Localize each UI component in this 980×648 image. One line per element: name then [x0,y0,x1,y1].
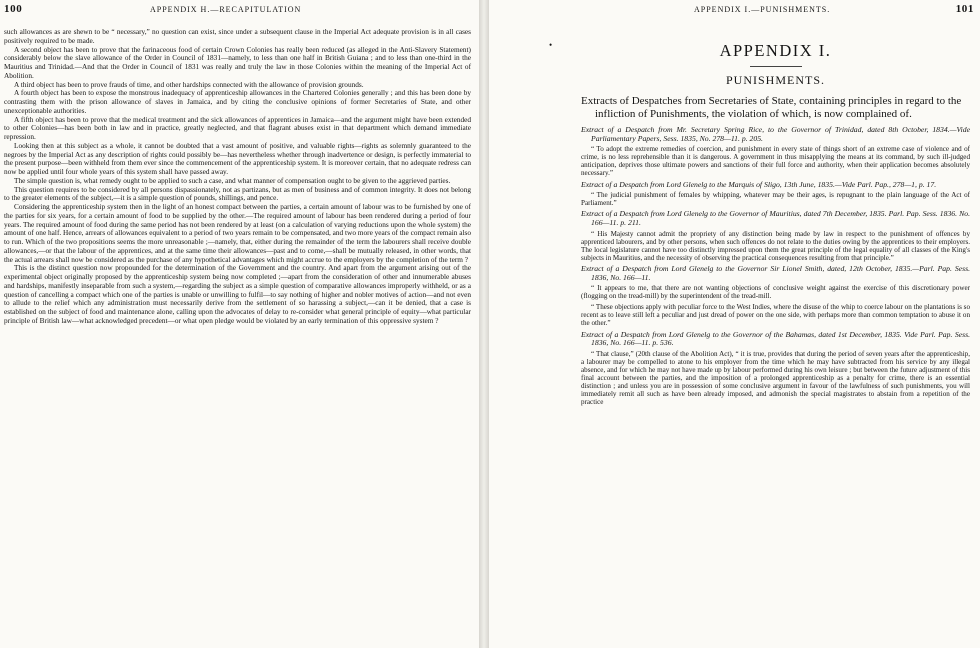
right-body [581,42,970,409]
paragraph: A fifth object has been to prove that the medical treatment and the sick allowances of apprentices in Jamaica—and the argument might have been extended to other Colonies—has been both in law and in practice, greatly neglected, and that flagrant abuses exist in that department which demand immediate repression. [4,114,471,141]
page-number-right: 101 [955,3,974,15]
paragraph: Considering the apprenticeship system then in the light of an honest compact between the parties, a certain amount of labour was to be furnished by one of the parties for six years, for a certain amount of food to be supplied by the other.—The required amount of labour has been rendered during a period of four years. The required amount of food during the same period has not been rendered by at least (on a calculation of varying reductions upon the whole system) the amount of one half. Hence, arrears of allowances equivalent to a period of two years remain to be compensated, and two more years of the compact remain also to run. Which of the two propositions seems the more unreasonable ;—namely, that, either during the remainder of the term the labourers shall receive double allowances,—or that the labour of the apprentices, and at the same time their allowances—past and to come,—shall be mutually released, in other words, that the actual arrears shall now be considered as the purchase of any hypothetical advantages which might accrue to the employers by the completion of the term ? [4,202,471,264]
paragraph: A third object has been to prove frauds of time, and other hardships connected with the allowance of provision grounds. [14,79,364,89]
extract-quote: “ That clause,” (20th clause of the Abolition Act), “ it is true, provides that during the period of seven years after the apprenticeship, a labourer may be compelled to atone to his employer from the time which he may have subtracted from his service by any illegal absence, and for which he may not have made up by labour performed during his own leisure ; but between the future adjustment of this final account between the parties, and the imposition of a prolonged apprenticeship as a penalty for crime, there is an essential distinction ; and unless you are in possession of some conclusive argument in favour of the lawfulness of such punishments, you will immediately remit all such as have been already imposed, and admonish the special magistrates to abstain from a repetition of the practice [581,349,970,407]
paragraph: This question requires to be considered by all persons dispassionately, not as partizans, but as men of business and of common integrity. It does not belong to the greater elements of the subject,—it is a simple question of pounds, shillings, and pence. [4,184,471,203]
extract-source: Extract of a Despatch from Lord Glenelg to the Governor of Mauritius, dated 7th December, 1835. Parl. Pap. Sess. 1836. No. 166—11. p. 211. [581,209,970,227]
running-head-left: APPENDIX H.—RECAPITULATION [150,5,302,14]
extract-quote: “ It appears to me, that there are not wanting objections of conclusive weight against the exercise of this discretionary power (flogging on the tread-mill) by the superintendent of the tread-mill. [581,284,970,301]
extract-source: Extract of a Despatch from Lord Glenelg to the Marquis of Sligo, 13th June, 1835.—Vide Parl. Pap., 278—1, p. 17. [581,179,937,189]
extract-quote: “ To adopt the extreme remedies of coercion, and punishment in every state of things short of an extreme case of violence and of crime, is no less reprehensible than it is dangerous. A government in thus misapplying the means at its command, by such ill-judged anticipation, deprives those ultimate powers and sanctions of their full force and authority, when their application becomes absolutely necessary.” [581,145,970,178]
book-gutter [479,0,489,648]
lead-heading: Extracts of Despatches from Secretaries of State, containing principles in regard to the infliction of Punishments, the violation of which, is now complained of. [581,95,962,120]
extract-source: Extract of a Despatch from Lord Glenelg to the Governor of the Bahamas, dated 1st December, 1835. Vide Parl. Pap. Sess. 1836, No. 166—11. p. 536. [581,329,970,348]
paragraph: such allowances as are shewn to be “ necessary,” no question can exist, since under a subsequent clause in the Imperial Act adequate provision is in all cases positively required to be made. [4,27,471,45]
extract-source: Extract of a Despatch from Mr. Secretary Spring Rice, to the Governor of Trinidad, dated 8th October, 1834.—Vide Parliamentary Papers, Sess. 1835, No. 278—11. p. 205. [581,125,970,143]
bullet-mark-icon: • [549,40,553,50]
extract-quote: “ These objections apply with peculiar force to the West Indies, where the disuse of the whip to coerce labour on the plantations is so recent as to leave still left a peculiar and just dread of power on the one side, with perhaps more than common temptation to abuse it on the other.” [581,303,970,328]
extract-quote: “ His Majesty cannot admit the propriety of any distinction being made by law in respect to the punishment of offences by apprenticed labourers, and by other persons, when such offences do not relate to the duties owing by the apprentices to their employers. The local legislature cannot have too distinctly impressed upon them the great principle of the legal equality of all classes of the King's subjects in Mauritius, and the necessity of observing the practical consequences resulting from that principle.” [581,229,970,262]
title-rule [750,66,802,67]
paragraph: A fourth object has been to expose the monstrous inadequacy of apprenticeship allowances in the Chartered Colonies generally ; and this has been done by contrasting them with the prison allowance of slaves in Jamaica, and by citing the conclusive opinions of former Secretaries of State, and other unexceptionable authorities. [4,88,471,115]
left-page [0,0,479,648]
appendix-subtitle: PUNISHMENTS. [725,73,825,87]
page-number-left: 100 [4,3,23,15]
extract-quote: “ The judicial punishment of females by whipping, whatever may be their ages, is repugnant to the plain language of the Act of Parliament.” [581,191,970,208]
paragraph: A second object has been to prove that the farinaceous food of certain Crown Colonies has really been reduced (as alleged in the Anti-Slavery Statement) considerably below the slave allowance of the Order in Council of 1831—namely, to less than one half in British Guiana ; and to less than one-third in the Mauritius and Trinidad.—And that the Order in Council of 1831 was really and truly the law in those Colonies within the meaning of the Imperial Act of Abolition. [4,44,471,80]
right-page [489,0,980,648]
paragraph: Looking then at this subject as a whole, it cannot be doubted that a vast amount of positive, and valuable rights—rights as solemnly guaranteed to the negroes by the Imperial Act as any description of rights could possibly be—has nevertheless whether through inadvertence or design, is perfectly immaterial to the present purpose—been withheld from them ever since the commencement of the apprenticeship system. It is moreover certain, that no adequate redress can now be applied until four whole years of this system shall have passed away. [4,140,471,176]
paragraph: The simple question is, what remedy ought to be applied to such a case, and what manner of compensation ought to be given to the aggrieved parties. [14,175,451,185]
extract-source: Extract of a Despatch from Lord Glenelg to the Governor Sir Lionel Smith, dated, 12th October, 1835.—Parl. Pap. Sess. 1836, No. 166—11. [581,263,970,282]
running-head-right: APPENDIX I.—PUNISHMENTS. [694,5,831,14]
left-body [4,28,471,326]
appendix-title: APPENDIX I. [719,41,832,60]
paragraph: This is the distinct question now propounded for the determination of the Government and the country. And apart from the argument arising out of the experimental object originally proposed by the apprenticeship system being now completed ;—apart from the consideration of other and innumerable abuses and hardships, manifestly inseparable from such a system,—regarding the subject as a simple question of comparative allowances improperly withheld, or as a question of cancelling a compact which one of the parties is unable or unwilling to fulfil—to say nothing of higher and nobler motives of action—and not even to allude to the relief which any administration must necessarily derive from the settlement of so harassing a subject,—can it be denied, that a case is established on the subject of food and maintenance alone, calling upon the advocates of delay to re-consider what general principle of equity—what particular principle of British law—what acknowledged precedent—or what open pledge would be violated by an early termination of this oppressive system ? [4,263,471,325]
